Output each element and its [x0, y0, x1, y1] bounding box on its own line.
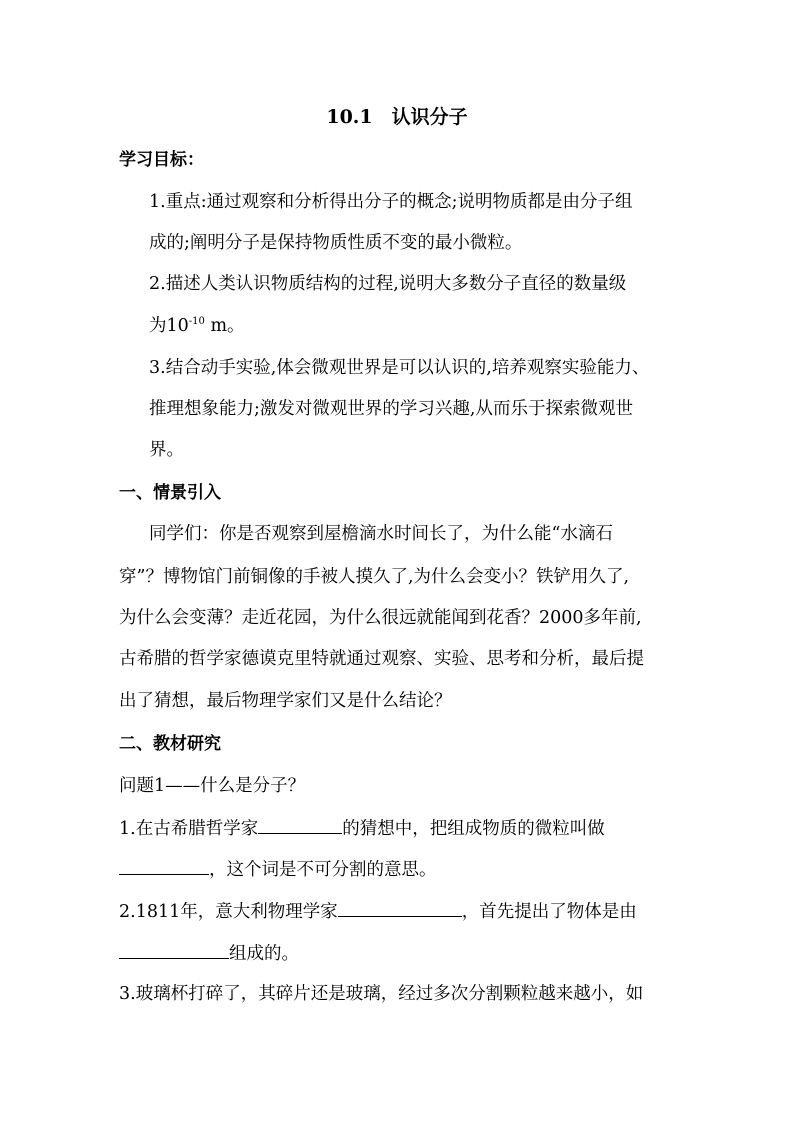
objective-3-line-2: 推理想象能力;激发对微观世界的学习兴趣,从而乐于探索微观世	[149, 399, 633, 419]
magnitude-prefix: 为10	[149, 316, 189, 336]
objective-3-line-3: 界。	[149, 440, 184, 460]
section-2-heading: 二、教材研究	[119, 734, 221, 754]
magnitude-exponent: -10	[188, 316, 205, 328]
objective-1-line-2: 成的;阐明分子是保持物质性质不变的最小微粒。	[149, 233, 523, 253]
fill-item-1-line-1	[119, 815, 605, 841]
fill-item-1-text-c: ，这个词是不可分割的意思。	[209, 860, 437, 880]
intro-line-5: 出了猜想，最后物理学家们又是什么结论？	[119, 691, 452, 711]
fill-item-2-text-b: ，首先提出了物体是由	[461, 902, 637, 922]
fill-blank-philosopher[interactable]	[258, 815, 342, 834]
objective-2-line-1: 2.描述人类认识物质结构的过程,说明大多数分子直径的数量级	[149, 274, 627, 294]
objective-3-line-1: 3.结合动手实验,体会微观世界是可以认识的,培养观察实验能力、	[149, 358, 650, 378]
fill-item-2-text-a: 2.1811年，意大利物理学家	[119, 902, 338, 922]
page-title: 10.1 认识分子	[326, 106, 468, 128]
fill-item-1-text-a: 1.在古希腊哲学家	[119, 819, 259, 839]
intro-line-4: 古希腊的哲学家德谟克里特就通过观察、实验、思考和分析，最后提	[119, 649, 644, 669]
magnitude-suffix: m。	[204, 316, 245, 336]
fill-item-2-text-c: 组成的。	[229, 944, 299, 964]
fill-item-1-line-2	[119, 856, 437, 882]
fill-blank-physicist[interactable]	[338, 898, 462, 917]
objective-2-line-2	[149, 314, 245, 338]
objective-1-line-1: 1.重点:通过观察和分析得出分子的概念;说明物质都是由分子组	[149, 192, 633, 212]
intro-line-1: 同学们：你是否观察到屋檐滴水时间长了，为什么能“水滴石	[149, 524, 613, 544]
fill-item-3-line-1: 3.玻璃杯打碎了，其碎片还是玻璃，经过多次分割颗粒越来越小，如	[119, 984, 644, 1004]
section-1-heading: 一、情景引入	[119, 483, 221, 503]
objectives-heading: 学习目标：	[119, 150, 204, 170]
intro-line-2: 穿”？博物馆门前铜像的手被人摸久了,为什么会变小？铁铲用久了,	[119, 567, 630, 587]
fill-blank-particle-name[interactable]	[119, 856, 209, 875]
intro-line-3: 为什么会变薄？走近花园，为什么很远就能闻到花香？2000多年前,	[119, 608, 642, 628]
fill-blank-composition[interactable]	[119, 940, 229, 959]
fill-item-2-line-2	[119, 940, 299, 966]
fill-item-2-line-1	[119, 898, 637, 924]
question-1: 问题1——什么是分子？	[119, 776, 306, 796]
fill-item-1-text-b: 的猜想中，把组成物质的微粒叫做	[342, 819, 605, 839]
